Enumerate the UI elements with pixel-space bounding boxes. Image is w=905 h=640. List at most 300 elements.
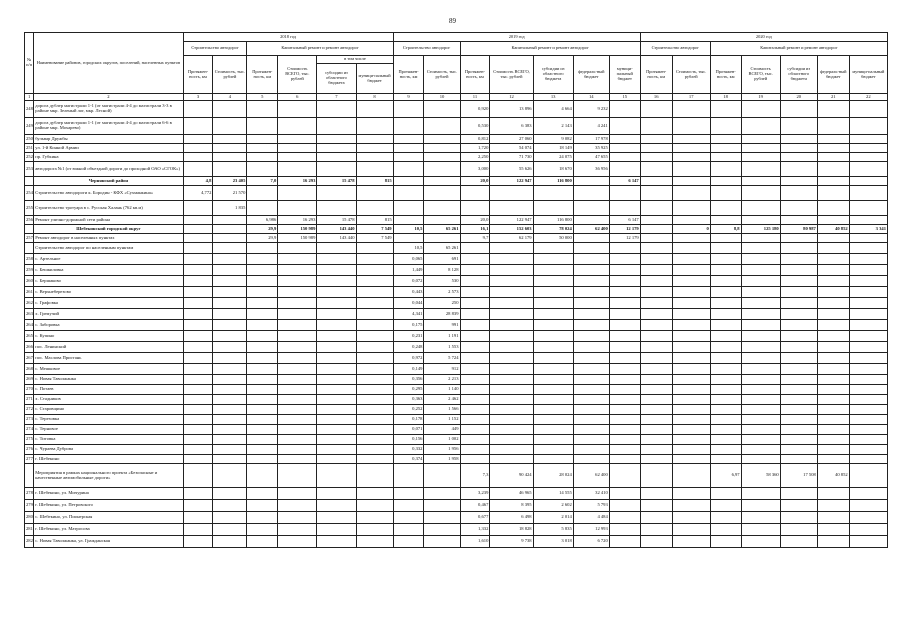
value-cell (780, 455, 817, 464)
value-cell (640, 488, 672, 500)
value-cell: 6 147 (609, 177, 640, 186)
row-name: с. Купино (34, 331, 183, 342)
value-cell (780, 118, 817, 135)
value-cell: 15 478 (317, 216, 356, 225)
including-header: в том числе (317, 56, 393, 64)
value-cell (490, 415, 533, 425)
row-number: 260 (25, 276, 34, 287)
column-number: 10 (424, 94, 460, 101)
value-cell (741, 320, 780, 331)
value-cell (640, 254, 672, 265)
value-cell: 8 128 (424, 265, 460, 276)
value-cell (213, 385, 247, 395)
value-cell (609, 276, 640, 287)
value-cell (849, 298, 887, 309)
value-cell (849, 353, 887, 364)
value-cell (849, 118, 887, 135)
repair-2020-header: Капитальный ремонт и ремонт автодорог (710, 42, 887, 56)
value-cell (183, 464, 213, 488)
value-cell (672, 395, 710, 405)
table-row (25, 500, 888, 512)
value-cell (609, 445, 640, 455)
value-cell (672, 464, 710, 488)
value-cell (741, 309, 780, 320)
value-cell: 18 149 (533, 144, 573, 153)
row-name: с. Новая Таволжанка, ул. Гражданская (34, 536, 183, 548)
value-cell (817, 320, 849, 331)
value-cell (640, 225, 672, 234)
value-cell: 143 440 (317, 225, 356, 234)
column-number: 13 (533, 94, 573, 101)
value-cell (640, 500, 672, 512)
value-cell: 815 (356, 177, 393, 186)
value-cell (183, 276, 213, 287)
value-cell (573, 364, 609, 375)
value-cell: 62 400 (573, 464, 609, 488)
value-cell (183, 144, 213, 153)
value-cell (710, 118, 741, 135)
table-row (25, 287, 888, 298)
value-cell (640, 425, 672, 435)
value-cell (609, 464, 640, 488)
value-cell (490, 201, 533, 216)
value-cell: 1 152 (424, 415, 460, 425)
row-name: автодорога №1 (от южной объездной дороги до проходной ОАО «СГОК») (34, 162, 183, 177)
value-cell (573, 445, 609, 455)
value-cell (247, 162, 278, 177)
value-cell (460, 415, 490, 425)
value-cell (490, 186, 533, 201)
value-cell (490, 405, 533, 415)
value-cell (317, 500, 356, 512)
row-number: 267 (25, 353, 34, 364)
row-number: 268 (25, 364, 34, 375)
value-cell (490, 455, 533, 464)
value-cell (533, 331, 573, 342)
regional-header: субсидии из областного бюджета (533, 56, 573, 94)
value-cell: 122 947 (490, 177, 533, 186)
value-cell (317, 309, 356, 320)
value-cell (533, 353, 573, 364)
value-cell (460, 353, 490, 364)
value-cell (533, 415, 573, 425)
value-cell (672, 144, 710, 153)
row-name: х. Гремучий (34, 309, 183, 320)
value-cell (490, 254, 533, 265)
value-cell (490, 445, 533, 455)
value-cell (609, 162, 640, 177)
row-number: 256 (25, 216, 34, 225)
row-name: г. Шебекино (34, 455, 183, 464)
value-cell (640, 342, 672, 353)
value-cell (317, 488, 356, 500)
row-number: 259 (25, 265, 34, 276)
value-cell (710, 445, 741, 455)
row-name: пос. Маслова Пристань (34, 353, 183, 364)
value-cell: 1,610 (460, 536, 490, 548)
value-cell: 0,443 (393, 287, 424, 298)
value-cell (533, 385, 573, 395)
value-cell (490, 309, 533, 320)
table-row (25, 342, 888, 353)
value-cell (356, 265, 393, 276)
value-cell: 1 958 (424, 455, 460, 464)
column-number: 21 (817, 94, 849, 101)
value-cell (356, 488, 393, 500)
column-number: 2 (34, 94, 183, 101)
value-cell (247, 153, 278, 162)
value-cell (183, 425, 213, 435)
value-cell (460, 342, 490, 353)
value-cell (278, 254, 317, 265)
value-cell (741, 375, 780, 385)
row-name: г. Шебекино, ул. Петровского (34, 500, 183, 512)
value-cell (213, 425, 247, 435)
value-cell (356, 395, 393, 405)
value-cell (640, 385, 672, 395)
value-cell (573, 201, 609, 216)
length-header: Протяжен-ность, км (183, 56, 213, 94)
length-header: Протяжен-ность, км (640, 56, 672, 94)
construction-2019-header: Строительство автодорог (393, 42, 460, 56)
value-cell (780, 135, 817, 144)
value-cell: 116 800 (533, 177, 573, 186)
value-cell: 6 147 (609, 216, 640, 225)
value-cell (317, 435, 356, 445)
value-cell (849, 445, 887, 455)
value-cell: 47 655 (573, 153, 609, 162)
value-cell: 9 082 (533, 135, 573, 144)
value-cell (710, 353, 741, 364)
value-cell (741, 385, 780, 395)
value-cell (672, 536, 710, 548)
value-cell (356, 320, 393, 331)
value-cell (183, 405, 213, 415)
value-cell (356, 464, 393, 488)
value-cell: 4,8 (183, 177, 213, 186)
value-cell (317, 144, 356, 153)
value-cell (609, 512, 640, 524)
value-cell: 35 925 (573, 144, 609, 153)
value-cell: 55 626 (490, 162, 533, 177)
value-cell (780, 201, 817, 216)
value-cell (183, 524, 213, 536)
value-cell (183, 353, 213, 364)
value-cell (817, 395, 849, 405)
value-cell (640, 186, 672, 201)
value-cell (247, 144, 278, 153)
row-number: 281 (25, 524, 34, 536)
value-cell (393, 512, 424, 524)
page-number: 89 (449, 17, 456, 25)
table-row (25, 488, 888, 500)
value-cell (573, 385, 609, 395)
value-cell: 18 670 (533, 162, 573, 177)
value-cell (424, 488, 460, 500)
value-cell (780, 425, 817, 435)
value-cell (183, 201, 213, 216)
value-cell (533, 276, 573, 287)
value-cell: 9 738 (490, 536, 533, 548)
value-cell (780, 353, 817, 364)
row-name: с. Графовка (34, 298, 183, 309)
value-cell: 40 852 (817, 225, 849, 234)
value-cell: 3,239 (460, 488, 490, 500)
value-cell (741, 331, 780, 342)
value-cell (640, 464, 672, 488)
value-cell: 17 978 (573, 135, 609, 144)
value-cell (710, 425, 741, 435)
value-cell: 991 (424, 320, 460, 331)
value-cell (849, 320, 887, 331)
value-cell (356, 536, 393, 548)
value-cell: 7,3 (460, 464, 490, 488)
row-name: Строительство автодорог по населенным пунктам (34, 243, 183, 254)
value-cell (460, 254, 490, 265)
value-cell (247, 524, 278, 536)
value-cell: 0,356 (393, 375, 424, 385)
value-cell (817, 488, 849, 500)
value-cell: 1 956 (424, 445, 460, 455)
value-cell (533, 445, 573, 455)
value-cell (609, 353, 640, 364)
row-number: 280 (25, 512, 34, 524)
value-cell (278, 435, 317, 445)
row-name: пр. Губкина (34, 153, 183, 162)
row-number: 257 (25, 234, 34, 243)
value-cell (710, 331, 741, 342)
value-cell (817, 298, 849, 309)
value-cell (278, 524, 317, 536)
value-cell (710, 234, 741, 243)
value-cell (710, 153, 741, 162)
value-cell (710, 405, 741, 415)
value-cell: 143 440 (317, 234, 356, 243)
total-cost-header: Стоимость ВСЕГО, тыс. рублей (741, 56, 780, 94)
value-cell (849, 162, 887, 177)
value-cell (278, 162, 317, 177)
value-cell (609, 254, 640, 265)
value-cell (609, 135, 640, 144)
value-cell (849, 524, 887, 536)
value-cell (741, 298, 780, 309)
value-cell (490, 364, 533, 375)
construction-2018-header: Строительство автодорог (183, 42, 247, 56)
value-cell (710, 186, 741, 201)
value-cell (817, 186, 849, 201)
value-cell (609, 287, 640, 298)
value-cell (741, 524, 780, 536)
value-cell (183, 153, 213, 162)
value-cell (849, 276, 887, 287)
value-cell (741, 243, 780, 254)
value-cell (849, 488, 887, 500)
table-row (25, 135, 888, 144)
value-cell: 5 835 (533, 524, 573, 536)
value-cell (640, 405, 672, 415)
value-cell (213, 298, 247, 309)
value-cell (183, 162, 213, 177)
value-cell (849, 234, 887, 243)
row-name: г. Шебекино, ул. Мичурина (34, 488, 183, 500)
value-cell (640, 177, 672, 186)
value-cell (640, 144, 672, 153)
value-cell (278, 243, 317, 254)
table-row (25, 435, 888, 445)
value-cell (640, 101, 672, 118)
row-number: 279 (25, 500, 34, 512)
value-cell (247, 353, 278, 364)
value-cell (533, 375, 573, 385)
value-cell (672, 216, 710, 225)
row-number (25, 243, 34, 254)
table-row (25, 118, 888, 135)
value-cell (817, 405, 849, 415)
value-cell (609, 364, 640, 375)
value-cell (356, 153, 393, 162)
value-cell (317, 265, 356, 276)
value-cell (710, 177, 741, 186)
value-cell (672, 309, 710, 320)
value-cell (393, 135, 424, 144)
row-name: с. Титовка (34, 435, 183, 445)
value-cell: 21 570 (213, 186, 247, 201)
value-cell (490, 331, 533, 342)
cost-header: Стоимость, тыс. рублей (672, 56, 710, 94)
value-cell (780, 364, 817, 375)
value-cell: 0,071 (393, 425, 424, 435)
row-number: 249 (25, 118, 34, 135)
value-cell (780, 435, 817, 445)
table-row (25, 464, 888, 488)
value-cell (278, 455, 317, 464)
value-cell (278, 186, 317, 201)
value-cell (393, 488, 424, 500)
value-cell (817, 455, 849, 464)
value-cell (356, 435, 393, 445)
value-cell (849, 254, 887, 265)
value-cell (741, 342, 780, 353)
table-row (25, 405, 888, 415)
column-number: 9 (393, 94, 424, 101)
total-cost-header: Стоимость ВСЕГО, тыс. рублей (278, 56, 317, 94)
value-cell (213, 225, 247, 234)
row-name: с. Мешковое (34, 364, 183, 375)
value-cell: 530 (424, 276, 460, 287)
row-name: Ремонт автодорог в населенных пунктах (34, 234, 183, 243)
value-cell (710, 276, 741, 287)
table-row (25, 101, 888, 118)
value-cell: 8 395 (490, 500, 533, 512)
row-number: 270 (25, 385, 34, 395)
value-cell (356, 186, 393, 201)
value-cell: 3,000 (460, 162, 490, 177)
row-name: с. Старовщино (34, 405, 183, 415)
value-cell (780, 415, 817, 425)
value-cell (817, 500, 849, 512)
value-cell (573, 415, 609, 425)
value-cell: 1 566 (424, 405, 460, 415)
value-cell (278, 385, 317, 395)
value-cell (849, 425, 887, 435)
value-cell (780, 101, 817, 118)
column-number: 4 (213, 94, 247, 101)
value-cell (393, 500, 424, 512)
value-cell (460, 455, 490, 464)
value-cell (672, 135, 710, 144)
value-cell: 15 478 (317, 177, 356, 186)
value-cell (460, 276, 490, 287)
value-cell: 2 462 (424, 395, 460, 405)
value-cell (356, 101, 393, 118)
value-cell (849, 144, 887, 153)
value-cell (317, 445, 356, 455)
row-name: с. Новая Таволжанка (34, 375, 183, 385)
value-cell (393, 162, 424, 177)
value-cell: 54 074 (490, 144, 533, 153)
row-name: ул. 1-й Конной Армии (34, 144, 183, 153)
value-cell (609, 309, 640, 320)
value-cell (356, 162, 393, 177)
value-cell: 0,175 (393, 320, 424, 331)
value-cell (849, 101, 887, 118)
value-cell (460, 309, 490, 320)
value-cell (710, 265, 741, 276)
value-cell (490, 395, 533, 405)
table-row (25, 298, 888, 309)
regional-header: субсидии из областного бюджета (780, 56, 817, 94)
value-cell (573, 276, 609, 287)
value-cell: 0,812 (460, 135, 490, 144)
value-cell (573, 455, 609, 464)
value-cell: 122 947 (490, 216, 533, 225)
value-cell (317, 298, 356, 309)
row-number: 250 (25, 135, 34, 144)
cost-header: Стоимость, тыс. рублей (424, 56, 460, 94)
value-cell (213, 243, 247, 254)
value-cell: 0,295 (393, 385, 424, 395)
value-cell: 150 989 (278, 225, 317, 234)
row-number: 262 (25, 298, 34, 309)
value-cell (533, 364, 573, 375)
value-cell (817, 415, 849, 425)
value-cell: 0,044 (393, 298, 424, 309)
column-number: 17 (672, 94, 710, 101)
value-cell (424, 162, 460, 177)
value-cell (817, 243, 849, 254)
value-cell: 80 987 (780, 225, 817, 234)
value-cell (183, 385, 213, 395)
value-cell: 28 024 (533, 464, 573, 488)
value-cell (213, 500, 247, 512)
column-number: 11 (460, 94, 490, 101)
value-cell (672, 298, 710, 309)
value-cell: 20,0 (460, 216, 490, 225)
value-cell (817, 435, 849, 445)
value-cell (213, 536, 247, 548)
value-cell (741, 118, 780, 135)
value-cell (424, 177, 460, 186)
value-cell (710, 375, 741, 385)
row-number: 271 (25, 395, 34, 405)
row-number: 251 (25, 144, 34, 153)
row-number: 261 (25, 287, 34, 298)
value-cell (780, 153, 817, 162)
value-cell (490, 243, 533, 254)
value-cell (247, 101, 278, 118)
value-cell: 2,250 (460, 153, 490, 162)
value-cell (741, 488, 780, 500)
